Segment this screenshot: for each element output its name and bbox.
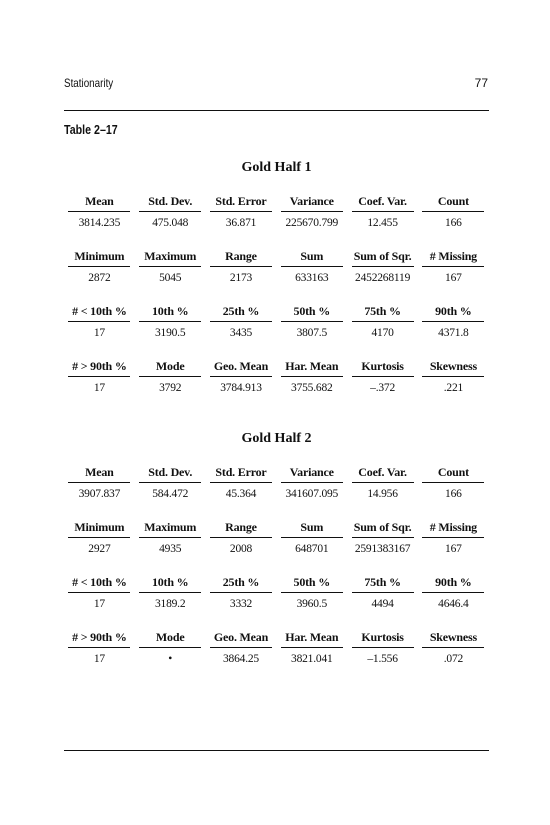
header-row — [64, 517, 489, 537]
stat-header-cell — [135, 191, 206, 211]
stat-header-label: # Missing — [422, 246, 484, 267]
stat-header-cell — [64, 517, 135, 537]
stat-header-label: Har. Mean — [281, 356, 343, 377]
stat-value-cell: 17 — [93, 327, 105, 339]
stat-header-label: Count — [422, 462, 484, 483]
stat-header-cell — [276, 627, 347, 647]
stat-header-label: 50th % — [281, 572, 343, 593]
stat-value-cell: 475.048 — [152, 217, 189, 229]
stat-value-cell: 166 — [445, 488, 462, 500]
stat-header-label: Std. Error — [210, 191, 272, 212]
stat-value-cell: –.372 — [370, 382, 396, 394]
stat-header-cell — [64, 191, 135, 211]
stat-header-cell — [347, 517, 418, 537]
header-row — [64, 191, 489, 211]
stat-value-cell: 17 — [93, 598, 105, 610]
stat-value-cell: 4494 — [371, 598, 394, 610]
stat-header-label: Range — [210, 517, 272, 538]
value-row — [64, 592, 489, 616]
running-head: Stationarity — [64, 76, 114, 90]
stats-group — [64, 301, 489, 356]
value-row — [64, 211, 489, 235]
stat-value-cell: 3807.5 — [296, 327, 327, 339]
stat-header-label: # > 90th % — [68, 356, 130, 377]
stat-header-label: Maximum — [139, 517, 201, 538]
stat-value-cell: 633163 — [295, 272, 329, 284]
stat-header-cell — [206, 246, 277, 266]
value-row — [64, 376, 489, 400]
stat-value-cell: .072 — [443, 653, 464, 665]
stat-value-cell: 3189.2 — [154, 598, 186, 610]
stat-header-label: Std. Dev. — [139, 462, 201, 483]
header-row — [64, 627, 489, 647]
stat-header-cell — [135, 301, 206, 321]
stat-value-cell: 3960.5 — [296, 598, 327, 610]
stat-header-label: Minimum — [68, 517, 130, 538]
stat-header-label: 90th % — [422, 572, 484, 593]
section-title: Gold Half 2 — [241, 431, 312, 446]
stat-header-cell — [347, 301, 418, 321]
stat-value-cell: –1.556 — [367, 653, 398, 665]
stat-value-cell: 12.455 — [367, 217, 398, 229]
stat-header-label: Std. Error — [210, 462, 272, 483]
stats-group — [64, 246, 489, 301]
stat-header-label: Sum — [281, 246, 343, 267]
stat-header-cell — [347, 191, 418, 211]
stat-header-cell — [347, 356, 418, 376]
stat-value-cell: 225670.799 — [285, 217, 339, 229]
stat-header-cell — [418, 191, 489, 211]
stat-header-cell — [135, 462, 206, 482]
stat-value-cell: 17 — [93, 382, 105, 394]
stat-header-label: Std. Dev. — [139, 191, 201, 212]
stat-header-cell — [347, 627, 418, 647]
stats-group — [64, 517, 489, 572]
stat-header-cell — [64, 301, 135, 321]
stat-value-cell: 5045 — [159, 272, 182, 284]
stat-header-label: 75th % — [352, 301, 414, 322]
stat-header-label: 25th % — [210, 572, 272, 593]
header-row — [64, 356, 489, 376]
stat-value-cell: 3814.235 — [78, 217, 121, 229]
value-row — [64, 266, 489, 290]
stat-value-cell: 3190.5 — [154, 327, 186, 339]
stats-group — [64, 572, 489, 627]
header-row — [64, 572, 489, 592]
stat-value-cell: 4646.4 — [438, 598, 469, 610]
stat-header-label: 75th % — [352, 572, 414, 593]
stat-header-label: Mean — [68, 191, 130, 212]
stat-header-cell — [276, 191, 347, 211]
stat-header-label: Kurtosis — [352, 627, 414, 648]
stat-value-cell: 648701 — [295, 543, 329, 555]
stat-header-cell — [206, 191, 277, 211]
table-label: Table 2–17 — [64, 122, 118, 137]
header-row — [64, 301, 489, 321]
stat-value-cell: 3332 — [229, 598, 253, 610]
stat-value-cell: 2173 — [229, 272, 253, 284]
stat-header-label: Maximum — [139, 246, 201, 267]
stat-header-cell — [206, 572, 277, 592]
stat-value-cell: 3755.682 — [291, 382, 333, 394]
header-row — [64, 462, 489, 482]
value-row — [64, 537, 489, 561]
stat-header-cell — [64, 627, 135, 647]
footer-rule — [64, 750, 489, 751]
stat-value-cell: 2927 — [88, 543, 111, 555]
stat-header-cell — [64, 246, 135, 266]
stats-section-1 — [64, 157, 489, 411]
stat-header-cell — [418, 356, 489, 376]
stat-header-cell — [64, 356, 135, 376]
stat-header-cell — [135, 572, 206, 592]
stat-header-label: Coef. Var. — [352, 462, 414, 483]
stat-header-cell — [347, 572, 418, 592]
stats-group — [64, 356, 489, 411]
stat-value-cell: 2872 — [88, 272, 111, 284]
stat-value-cell: 17 — [93, 653, 105, 665]
stat-value-cell: 14.956 — [367, 488, 398, 500]
stat-header-cell — [347, 246, 418, 266]
stat-value-cell: 3435 — [229, 327, 253, 339]
stat-value-cell: 2452268119 — [355, 272, 411, 284]
stat-header-cell — [135, 517, 206, 537]
stat-header-label: # > 90th % — [68, 627, 130, 648]
stat-header-label: 50th % — [281, 301, 343, 322]
stat-value-cell: 3792 — [159, 382, 182, 394]
stat-value-cell: • — [168, 653, 173, 665]
stat-value-cell: 2008 — [229, 543, 253, 555]
stat-header-label: 25th % — [210, 301, 272, 322]
stats-group — [64, 462, 489, 517]
stat-header-cell — [418, 517, 489, 537]
stat-header-label: Coef. Var. — [352, 191, 414, 212]
stat-header-label: Mode — [139, 627, 201, 648]
stat-header-label: # Missing — [422, 517, 484, 538]
stat-header-cell — [64, 462, 135, 482]
stat-header-label: Minimum — [68, 246, 130, 267]
stat-header-label: Sum of Sqr. — [352, 246, 414, 267]
stat-header-cell — [135, 246, 206, 266]
stats-group — [64, 627, 489, 682]
stat-header-label: Skewness — [422, 356, 484, 377]
stat-header-label: Sum — [281, 517, 343, 538]
stat-value-cell: 166 — [445, 217, 462, 229]
stat-header-cell — [276, 356, 347, 376]
header-rule — [64, 110, 489, 111]
stat-header-cell — [276, 301, 347, 321]
stats-section-2 — [64, 428, 489, 682]
stat-header-cell — [206, 627, 277, 647]
stat-header-label: Har. Mean — [281, 627, 343, 648]
stat-value-cell: 4371.8 — [438, 327, 469, 339]
stat-value-cell: 36.871 — [225, 217, 257, 229]
stat-value-cell: 2591383167 — [354, 543, 411, 555]
stat-header-label: Geo. Mean — [210, 356, 272, 377]
stat-header-cell — [347, 462, 418, 482]
stat-header-cell — [276, 246, 347, 266]
stat-header-label: Mode — [139, 356, 201, 377]
stat-header-cell — [276, 462, 347, 482]
stat-header-cell — [418, 246, 489, 266]
stat-header-cell — [418, 627, 489, 647]
stat-header-label: 10th % — [139, 572, 201, 593]
stat-header-label: Mean — [68, 462, 130, 483]
stat-value-cell: 3784.913 — [220, 382, 262, 394]
stat-header-label: Sum of Sqr. — [352, 517, 414, 538]
stat-header-label: Variance — [281, 462, 343, 483]
stat-header-cell — [418, 572, 489, 592]
stat-header-cell — [418, 301, 489, 321]
stat-header-label: # < 10th % — [68, 572, 130, 593]
stat-header-label: 90th % — [422, 301, 484, 322]
stat-value-cell: 167 — [445, 272, 462, 284]
stat-header-label: Variance — [281, 191, 343, 212]
stat-header-cell — [418, 462, 489, 482]
value-row — [64, 482, 489, 506]
value-row — [64, 321, 489, 345]
stat-value-cell: 3821.041 — [291, 653, 333, 665]
stat-value-cell: 4170 — [371, 327, 394, 339]
stat-value-cell: 341607.095 — [285, 488, 339, 500]
section-title: Gold Half 1 — [241, 160, 312, 175]
stat-header-label: Count — [422, 191, 484, 212]
stat-header-cell — [206, 517, 277, 537]
stat-header-label: 10th % — [139, 301, 201, 322]
stat-header-label: Kurtosis — [352, 356, 414, 377]
header-row — [64, 246, 489, 266]
stats-group — [64, 191, 489, 246]
stat-header-cell — [206, 301, 277, 321]
stat-header-cell — [206, 356, 277, 376]
stat-value-cell: 45.364 — [225, 488, 257, 500]
value-row — [64, 647, 489, 671]
stat-value-cell: .221 — [443, 382, 464, 394]
stat-header-cell — [135, 627, 206, 647]
stat-value-cell: 3864.25 — [223, 653, 259, 665]
stat-header-cell — [64, 572, 135, 592]
stat-header-label: Skewness — [422, 627, 484, 648]
stat-value-cell: 3907.837 — [78, 488, 121, 500]
stat-header-cell — [276, 572, 347, 592]
stat-header-cell — [206, 462, 277, 482]
stat-header-label: Geo. Mean — [210, 627, 272, 648]
stat-header-cell — [135, 356, 206, 376]
stat-value-cell: 4935 — [159, 543, 182, 555]
stat-header-label: # < 10th % — [68, 301, 130, 322]
stat-header-label: Range — [210, 246, 272, 267]
stat-value-cell: 584.472 — [152, 488, 189, 500]
stat-value-cell: 167 — [445, 543, 462, 555]
stat-header-cell — [276, 517, 347, 537]
page-number: 77 — [474, 76, 488, 90]
